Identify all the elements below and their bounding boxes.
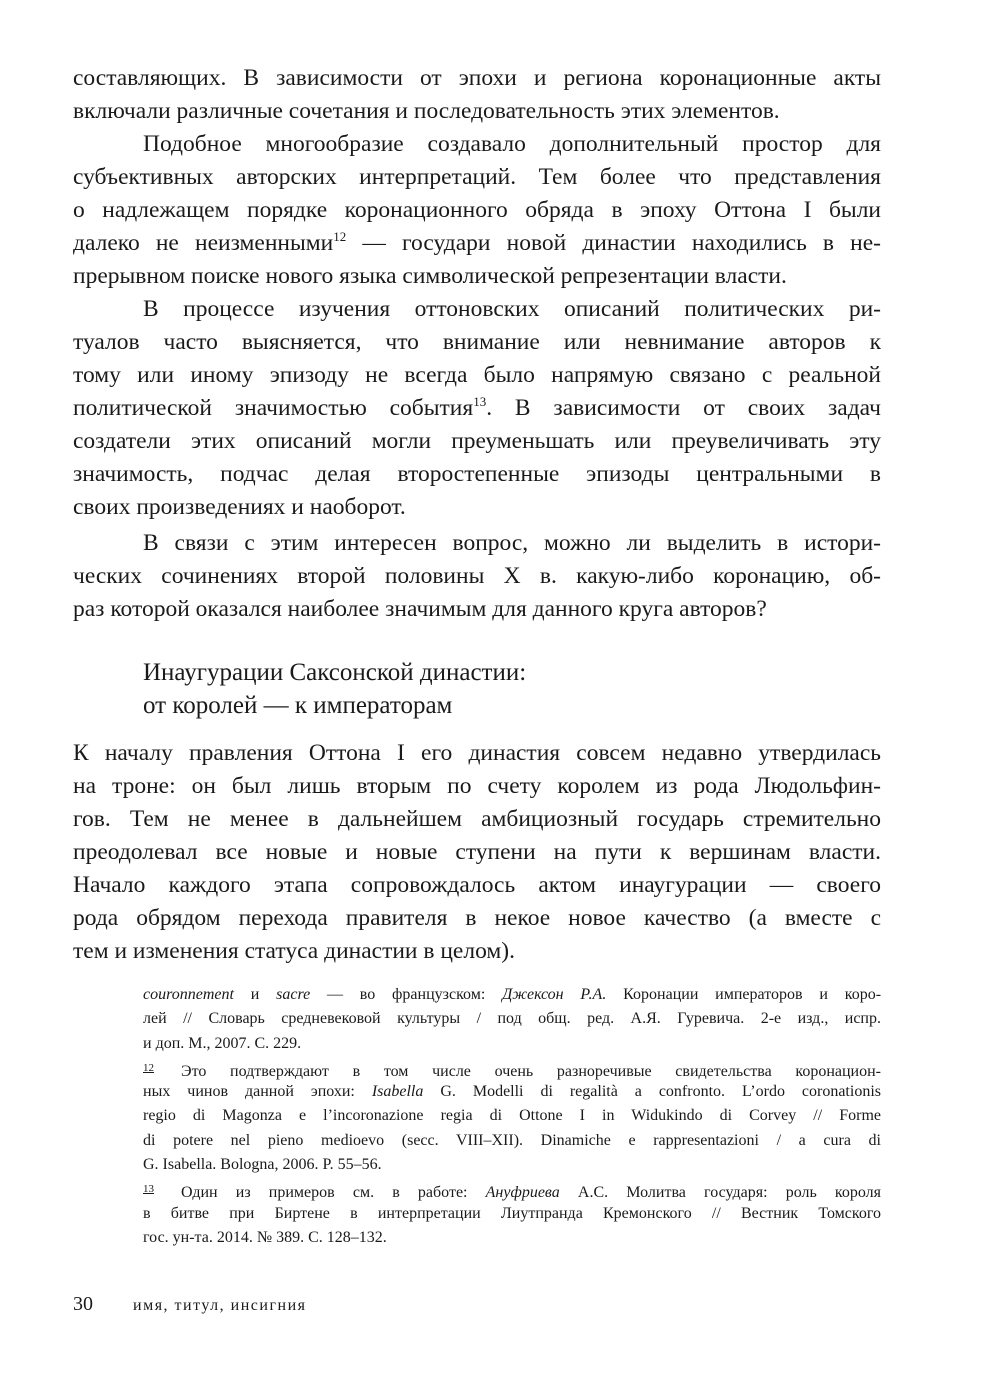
text: — государи новой династии находились в не- [346,230,881,256]
footnote-12-line [143,1080,881,1104]
text: G. Modelli di regalità a confronto. L’ordo coronationis [423,1083,881,1101]
paragraph-diversity [73,128,881,293]
text: политической значимостью события [73,395,474,421]
text-line: создатели этих описаний могли преуменьшать или преувеличивать эту [73,428,881,454]
text-line: туалов часто выясняется, что внимание или невнимание авторов к [73,329,881,355]
text-line: Начало каждого этапа сопровождалось актом инаугурации — своего [73,872,881,898]
running-title: имя, титул, инсигния [133,1297,307,1314]
paragraph-study [73,293,881,524]
footnote-11-line: и доп. М., 2007. С. 229. [143,1034,302,1052]
paragraph-question [73,527,881,626]
paragraph-continued [73,62,881,128]
text: Коронации императоров и коро- [606,986,882,1003]
section-heading [143,656,526,722]
text-line: составляющих. В зависимости от эпохи и региона коронационные акты [73,65,881,91]
paragraph-reign [73,737,881,968]
text: Это подтверждают в том числе очень разноречивые свидетельства коронацион- [181,1062,881,1080]
text-line: В связи с этим интересен вопрос, можно ли выделить в истори- [143,530,881,556]
text-line: субъективных авторских интерпретаций. Тем более что представления [73,164,881,190]
text-line: гов. Тем не менее в дальнейшем амбициозный государь стремительно [73,806,881,832]
footnote-13-line: гос. ун-та. 2014. № 389. С. 128–132. [143,1228,387,1246]
text: Джексон Р.А. [502,986,607,1003]
text: далеко не неизменными [73,230,334,256]
footnotes [143,983,881,1250]
page-footer [73,1293,347,1316]
text-line: ческих сочинениях второй половины X в. какую-либо коронацию, об- [73,563,881,589]
text: Isabella [371,1083,424,1101]
text-line: тому или иному эпизоду не всегда было напрямую связано с реальной [73,362,881,388]
text: Один из примеров см. в работе: [181,1184,486,1202]
text: А.С. Молитва государя: роль короля [559,1184,882,1202]
page-number: 30 [73,1293,93,1315]
text-line: Подобное многообразие создавало дополнительный простор для [143,131,881,157]
text-line: значимость, подчас делая второстепенные эпизоды центральными в [73,461,881,487]
text: sacre [276,986,311,1003]
footnote-number[interactable]: 12 [143,1061,154,1074]
text-line [73,392,881,425]
text-line: К началу правления Оттона I его династия совсем недавно утвердилась [73,740,881,766]
footnote-12-line: G. Isabella. Bologna, 2006. P. 55–56. [143,1156,382,1174]
footnote-12-line [143,1056,881,1080]
text-line: включали различные сочетания и последовательность этих элементов. [73,98,780,124]
text-line [73,227,881,260]
text-line: В процессе изучения оттоновских описаний политических ри- [143,296,881,322]
footnote-11-line: лей // Словарь средневековой культуры / под общ. ред. А.Я. Гуревича. 2-е изд., испр. [143,1010,881,1028]
text-line: на троне: он был лишь вторым по счету королем из рода Людольфин- [73,773,881,799]
footnote-11-line [143,983,881,1007]
text-line: раз которой оказался наиболее значимым для данного круга авторов? [73,596,767,622]
heading-line: Инаугурации Саксонской династии: [143,659,527,686]
text: ных чинов данной эпохи: [143,1083,372,1101]
text-line: прерывном поиске нового языка символической репрезентации власти. [73,263,787,289]
text-line: рода обрядом перехода правителя в некое новое качество (а вместе с [73,905,881,931]
text-line: тем и изменения статуса династии в целом). [73,938,515,964]
footnote-ref-13[interactable]: 13 [473,394,487,409]
text-line: своих произведениях и наоборот. [73,494,406,520]
footnote-13-line [143,1177,881,1201]
text: Ануфриева [485,1184,560,1202]
heading-line: от королей — к императорам [143,692,453,719]
text: . В зависимости от своих задач [486,395,881,421]
footnote-ref-12[interactable]: 12 [333,229,347,244]
text-line: о надлежащем порядке коронационного обряда в эпоху Оттона I были [73,197,881,223]
footnote-number[interactable]: 13 [143,1183,154,1196]
footnote-13-line: в битве при Биртене в интерпретации Лиутпранда Кремонского // Вестник Томского [143,1204,881,1222]
text-line: преодолевал все новые и новые ступени на пути к вершинам власти. [73,839,881,865]
footnote-12-line: regio di Magonza e l’incoronazione regia di Ottone I in Widukindo di Corvey // Forme [143,1107,881,1125]
text: couronnement [143,986,234,1003]
text: и [233,986,277,1003]
text: — во французском: [310,986,503,1003]
footnote-12-line: di potere nel pieno medioevo (secc. VIII–XII). Dinamiche e rappresentazioni / a cura di [143,1131,881,1149]
